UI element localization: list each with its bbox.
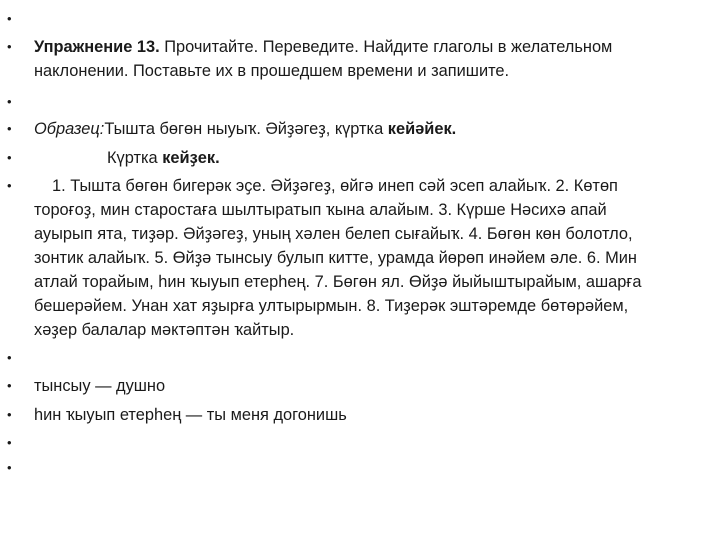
example-text <box>34 117 684 141</box>
passage-line: тороғоҙ, мин старостаға шылтыратып ҡына алайым. 3. Күрше Нәсихә апай <box>34 201 607 219</box>
exercise-instruction-2: наклонении. Поставьте их в прошедшем времени и запишите. <box>34 62 510 80</box>
example-answer-start: Күртка <box>107 149 163 167</box>
bullet-icon: • <box>7 378 12 393</box>
bullet-icon: • <box>7 435 12 450</box>
passage-text <box>34 174 684 342</box>
bullet-icon: • <box>7 11 12 26</box>
bullet-icon: • <box>7 178 12 193</box>
exercise-title: Упражнение 13. <box>34 38 160 56</box>
example-label: Образец: <box>34 120 105 138</box>
exercise-instruction-1: Прочитайте. Переведите. Найдите глаголы в желательном <box>159 38 613 56</box>
bullet-icon: • <box>7 121 12 136</box>
bullet-icon: • <box>7 39 12 54</box>
exercise-text <box>34 35 684 83</box>
bullet-icon: • <box>7 350 12 365</box>
bullet-icon: • <box>7 407 12 422</box>
bullet-icon: • <box>7 150 12 165</box>
passage-line: хәҙер балалар мәктәптән ҡайтыр. <box>34 321 295 339</box>
example-verb: кейәйек. <box>387 120 457 138</box>
example-sentence: Тышта бөгөн ныуыҡ. Әйҙәгеҙ, күртка <box>104 120 388 138</box>
passage-line: бешерәйем. Унан хат яҙырға ултырырмын. 8. Тиҙерәк эштәремде бөтөрәйем, <box>34 297 629 315</box>
bullet-icon: • <box>7 94 12 109</box>
example-answer-verb: кейҙек. <box>162 149 220 167</box>
passage-line: атлай торайым, һин ҡыуып етерһең. 7. Бөгөн ял. Өйҙә йыйыштырайым, ашарға <box>34 273 642 291</box>
passage-line: зонтик алайыҡ. 5. Өйҙә тынсыу булып китте, урамда йөрөп инәйем әле. 6. Мин <box>34 249 637 267</box>
vocabulary-item: тынсыу — душно <box>34 377 166 395</box>
bullet-icon: • <box>7 460 12 475</box>
passage-line: 1. Тышта бөгөн бигерәк эҫе. Әйҙәгеҙ, өйгә инеп сәй эсеп алайыҡ. 2. Көтөп <box>52 177 618 195</box>
vocabulary-item: һин ҡыуып етерһең — ты меня догонишь <box>34 406 347 424</box>
example-answer-text <box>107 146 720 170</box>
passage-line: ауырып ята, тиҙәр. Әйҙәгеҙ, уның хәлен белеп сығайыҡ. 4. Бөгөн көн болотло, <box>34 225 633 243</box>
